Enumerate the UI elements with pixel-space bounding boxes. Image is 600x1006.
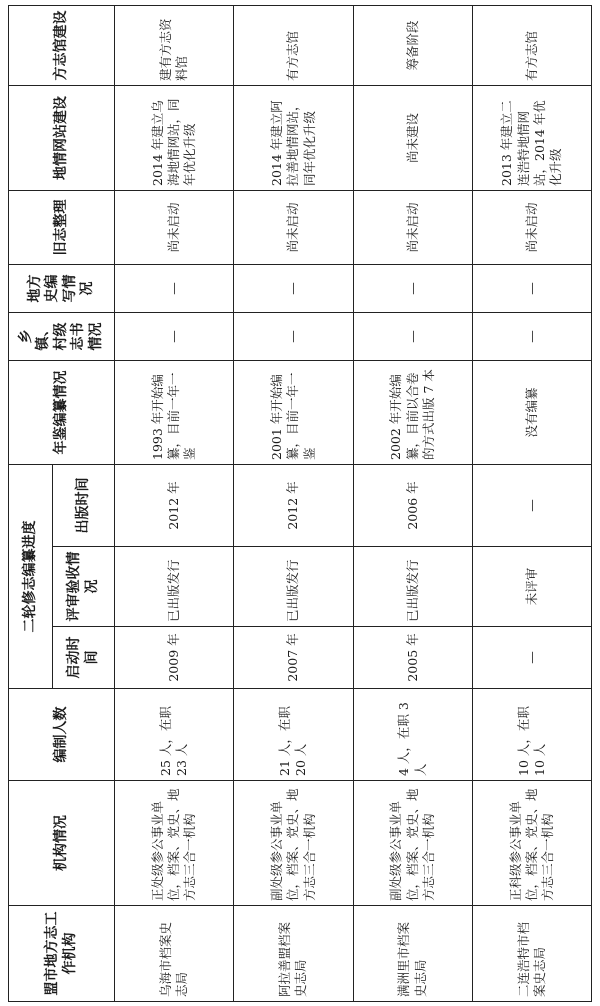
cell-museum: 建有方志资料馆 [115,5,234,85]
header-museum: 方志馆建设 [9,5,115,85]
cell-staff: 21 人，在职 20 人 [234,689,353,781]
cell-old-records: 尚未启动 [472,190,591,264]
cell-review: 未评审 [472,547,591,627]
cell-local-history: — [234,264,353,312]
header-town: 乡镇、村级志书情况 [9,312,115,360]
header-old-records: 旧志整理 [9,190,115,264]
header-yearbook: 年鉴编纂情况 [9,360,115,464]
local-chronicles-status-table [8,5,592,1002]
header-row-1 [9,5,53,1001]
cell-yearbook: 没有编纂 [472,360,591,464]
cell-staff: 25 人，在职 23 人 [115,689,234,781]
cell-website: 2013 年建立二连浩特地情网站，2014 年优化升级 [472,85,591,190]
cell-local-history: — [115,264,234,312]
cell-publish: — [472,464,591,546]
cell-website: 2014 年建立乌海地情网站，同年优化升级 [115,85,234,190]
cell-structure: 副处级参公事业单位，档案、党史、地方志三合一机构 [353,781,472,906]
cell-museum: 有方志馆 [234,5,353,85]
cell-town: — [353,312,472,360]
cell-museum: 筹备阶段 [353,5,472,85]
cell-website: 尚未建设 [353,85,472,190]
cell-staff: 4 人，在职 3 人 [353,689,472,781]
cell-old-records: 尚未启动 [234,190,353,264]
cell-town: — [472,312,591,360]
header-progress: 二轮修志编纂进度 [9,464,53,688]
header-publish: 出版时间 [53,464,115,546]
cell-structure: 正科级参公事业单位，档案、党史、地方志三合一机构 [472,781,591,906]
cell-old-records: 尚未启动 [353,190,472,264]
cell-structure: 副处级参公事业单位，档案、党史、地方志三合一机构 [234,781,353,906]
cell-structure: 正处级参公事业单位，档案、党史、地方志三合一机构 [115,781,234,906]
cell-old-records: 尚未启动 [115,190,234,264]
table-row [353,5,472,1001]
cell-staff: 10 人，在职 10 人 [472,689,591,781]
cell-org: 二连浩特市档案史志局 [472,906,591,1002]
header-website: 地情网站建设 [9,85,115,190]
table-row [234,5,353,1001]
cell-review: 已出版发行 [234,547,353,627]
header-start: 启动时间 [53,627,115,689]
cell-website: 2014 年建立阿拉善地情网站，同年优化升级 [234,85,353,190]
header-structure: 机构情况 [9,781,115,906]
cell-town: — [234,312,353,360]
cell-local-history: — [472,264,591,312]
cell-org: 阿拉善盟档案史志局 [234,906,353,1002]
table-row [472,5,591,1001]
cell-start: 2005 年 [353,627,472,689]
header-review: 评审验收情况 [53,547,115,627]
cell-yearbook: 2001 年开始编纂，目前一年一鉴 [234,360,353,464]
header-org: 盟市地方志工作机构 [9,906,115,1002]
cell-publish: 2012 年 [115,464,234,546]
cell-town: — [115,312,234,360]
header-staff: 编制人数 [9,689,115,781]
cell-start: 2009 年 [115,627,234,689]
cell-org: 乌海市档案史志局 [115,906,234,1002]
header-local-history: 地方史编写情况 [9,264,115,312]
cell-museum: 有方志馆 [472,5,591,85]
cell-local-history: — [353,264,472,312]
cell-yearbook: 2002 年开始编纂，目前以合卷的方式出版 7 本 [353,360,472,464]
table-row [115,5,234,1001]
cell-review: 已出版发行 [353,547,472,627]
cell-publish: 2012 年 [234,464,353,546]
cell-start: — [472,627,591,689]
cell-yearbook: 1993 年开始编纂，目前一年一鉴 [115,360,234,464]
cell-publish: 2006 年 [353,464,472,546]
cell-start: 2007 年 [234,627,353,689]
cell-review: 已出版发行 [115,547,234,627]
cell-org: 满洲里市档案史志局 [353,906,472,1002]
